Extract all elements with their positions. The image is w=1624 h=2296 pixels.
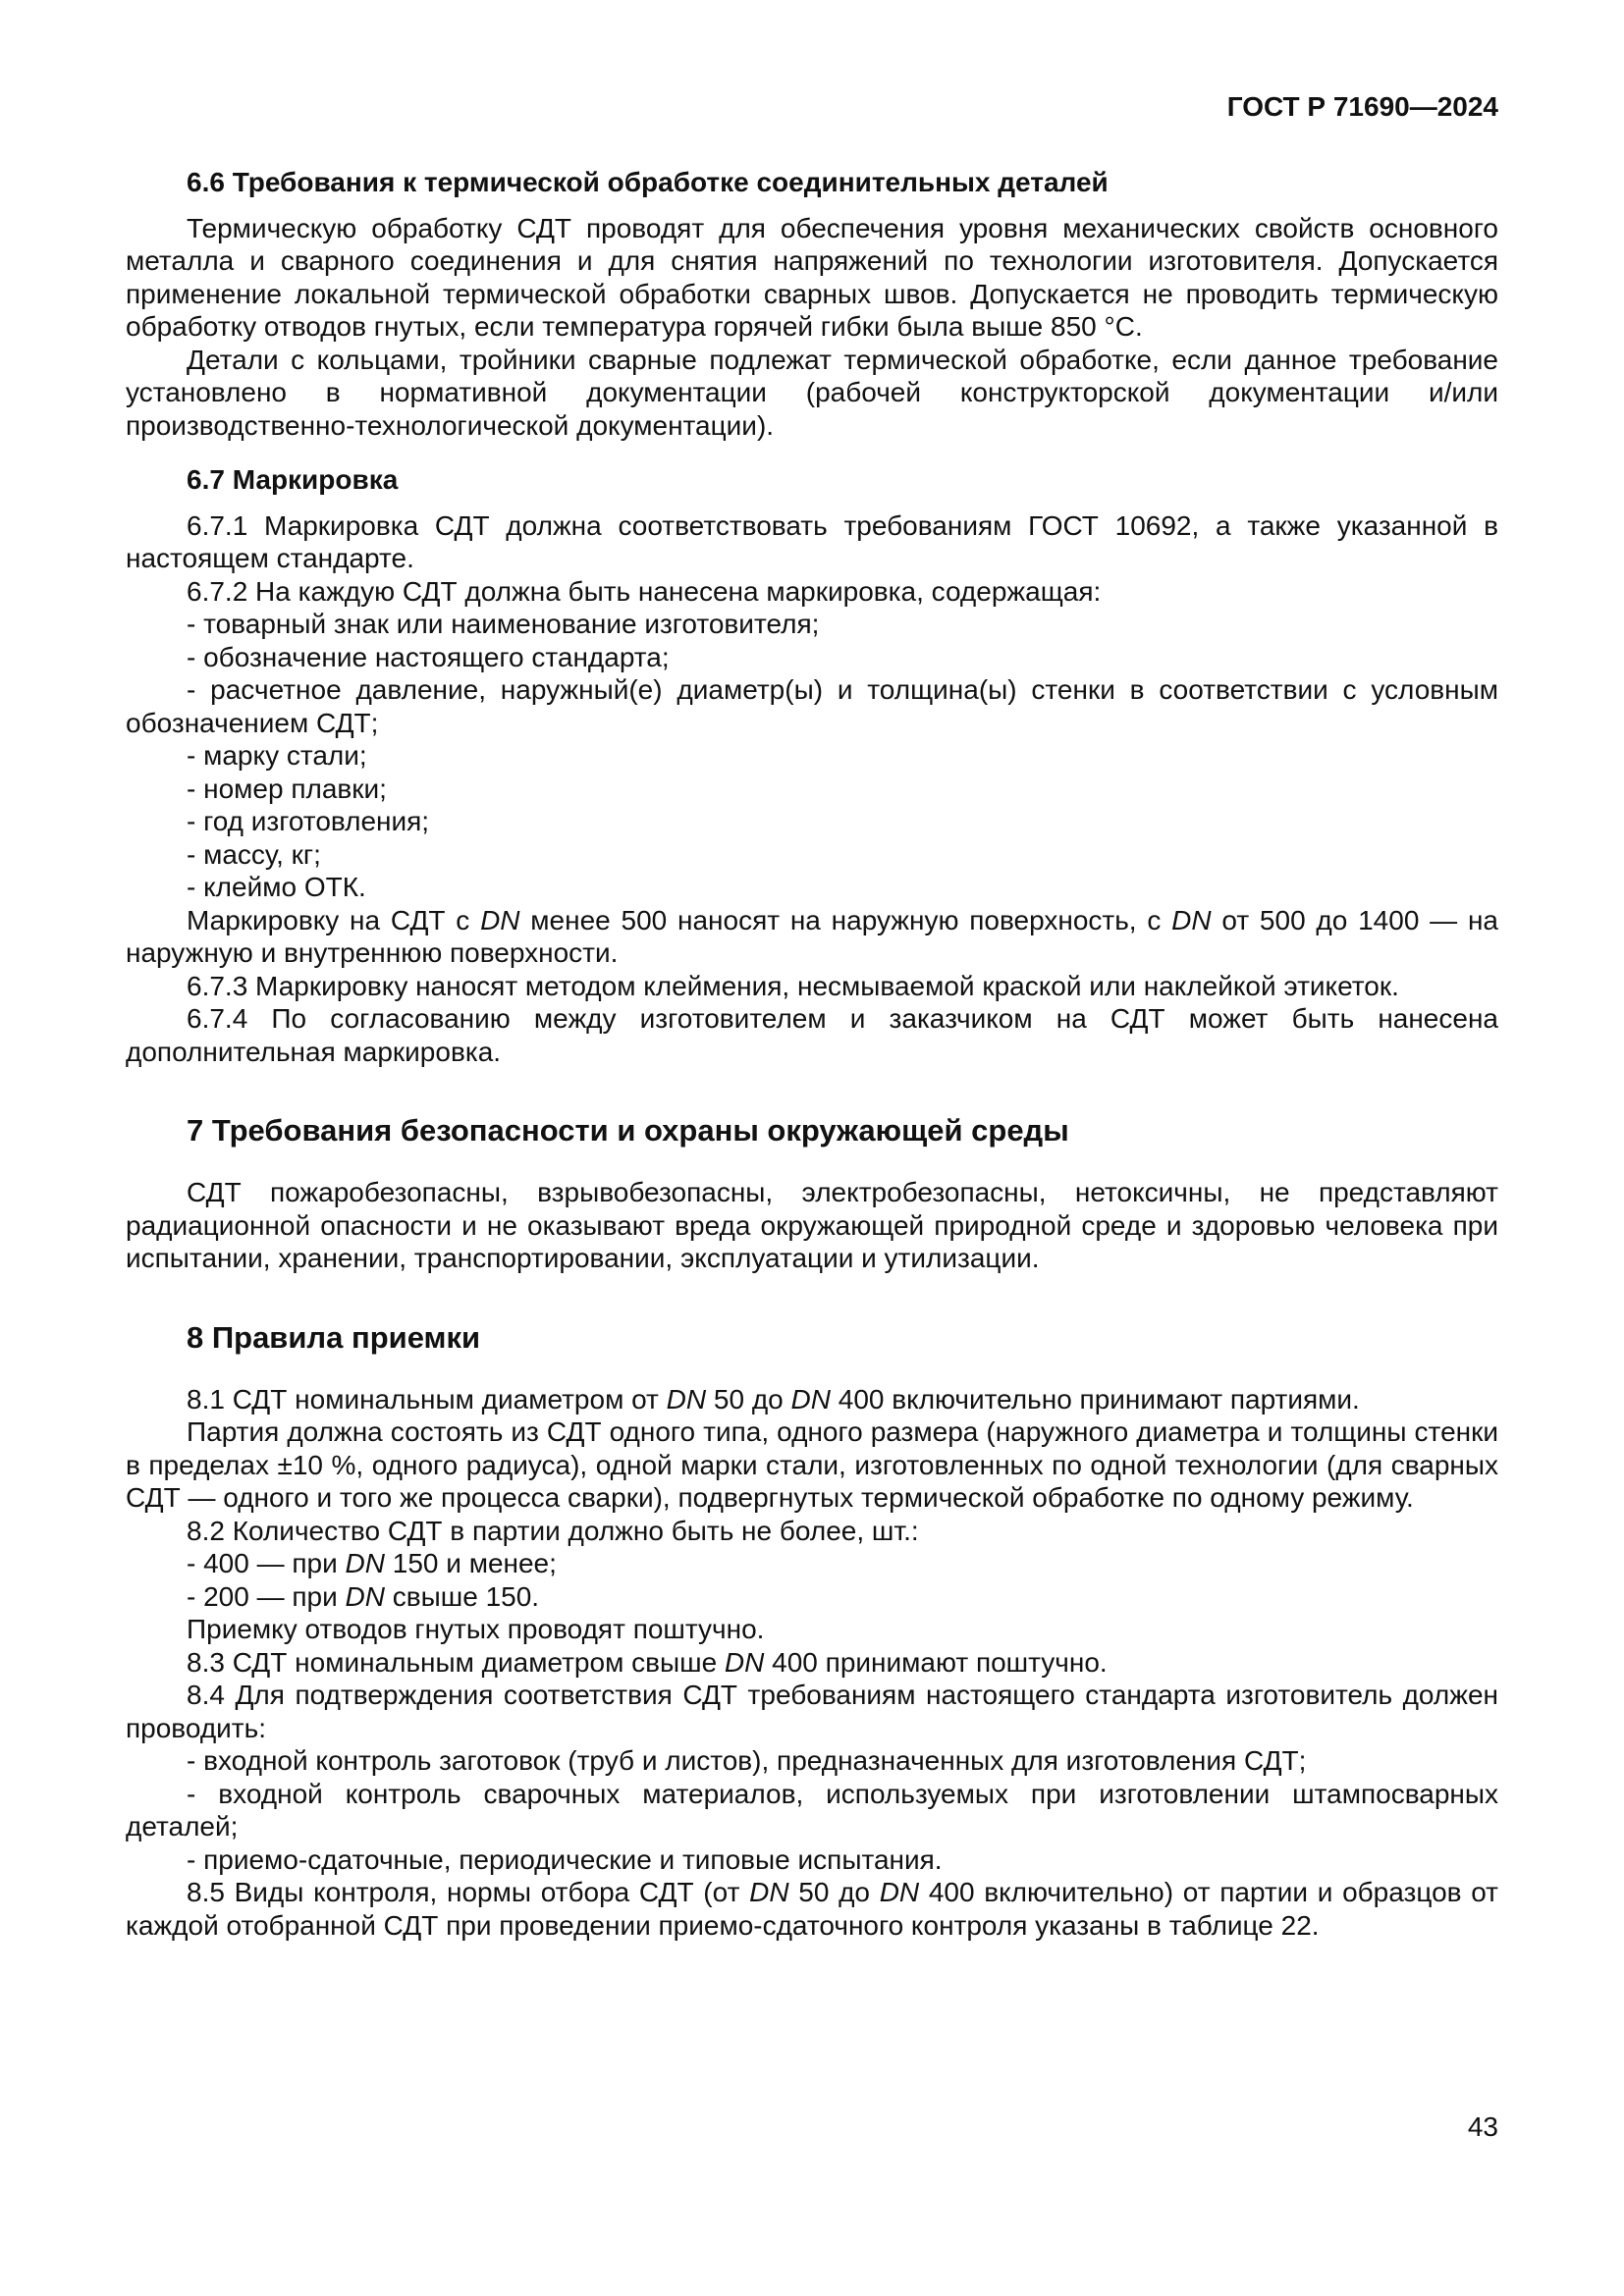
list-item: - обозначение настоящего стандарта; (187, 641, 670, 672)
paragraph: 8.1 СДТ номинальным диаметром от DN 50 до DN 400 включительно принимают партиями. (187, 1383, 1360, 1415)
list-item: - входной контроль заготовок (труб и листов), предназначенных для изготовления СДТ; (187, 1745, 1307, 1776)
page-number: 43 (1467, 2111, 1498, 2142)
list-item: - год изготовления; (187, 806, 430, 836)
paragraph: 6.7.2 На каждую СДТ должна быть нанесена маркировка, содержащая: (187, 575, 1102, 607)
paragraph: 8.3 СДТ номинальным диаметром свыше DN 400 принимают поштучно. (187, 1646, 1108, 1678)
paragraph: 6.7.3 Маркировку наносят методом клеймения, несмываемой краской или наклейкой этикеток. (187, 970, 1399, 1001)
document-header-standard-number: ГОСТ Р 71690—2024 (1226, 91, 1498, 122)
paragraph: Детали с кольцами, тройники сварные подлежат термической обработке, если данное требование установлено в нормативной документации (рабочей конструкторской документации и/или производственно-технологической документации). (126, 344, 1498, 441)
paragraph: 8.4 Для подтверждения соответствия СДТ требованиям настоящего стандарта изготовитель должен проводить: (126, 1680, 1498, 1743)
list-item: - приемо-сдаточные, периодические и типовые испытания. (187, 1843, 943, 1875)
paragraph: Маркировку на СДТ с DN менее 500 наносят на наружную поверхность, с DN от 500 до 1400 — на наружную и внутреннюю поверхности. (126, 904, 1498, 968)
paragraph: 6.7.4 По согласованию между изготовителем и заказчиком на СДТ может быть нанесена дополнительная маркировка. (126, 1003, 1498, 1067)
list-item: - массу, кг; (187, 838, 321, 870)
paragraph: Термическую обработку СДТ проводят для обеспечения уровня механических свойств основного металла и сварного соединения и для снятия напряжений по технологии изготовителя. Допускается применение локальной термической обработки сварных швов. Допускается не проводить термическую обработку отводов гнутых, если температура горячей гибки была выше 850 °С. (126, 212, 1498, 342)
list-item: - 400 — при DN 150 и менее; (187, 1548, 557, 1578)
list-item: - марку стали; (187, 740, 367, 771)
section-heading: 8 Правила приемки (187, 1319, 481, 1355)
list-item: - входной контроль сварочных материалов, используемых при изготовлении штампосварных деталей; (126, 1778, 1498, 1842)
paragraph: 8.5 Виды контроля, нормы отбора СДТ (от DN 50 до DN 400 включительно) от партии и образцов от каждой отобранной СДТ при проведении приемо-сдаточного контроля указаны в таблице 22. (126, 1877, 1498, 1941)
subsection-heading: 6.7 Маркировка (187, 464, 399, 495)
list-item: - 200 — при DN свыше 150. (187, 1580, 540, 1612)
list-item: - клеймо ОТК. (187, 872, 366, 902)
paragraph: Партия должна состоять из СДТ одного типа, одного размера (наружного диаметра и толщины стенки в пределах ±10 %, одного радиуса), одной марки стали, изготовленных по одной технологии (для сварных СДТ — одного и того же процесса сварки), подвергнутых термической обработке по одному режиму. (126, 1416, 1498, 1513)
paragraph: 8.2 Количество СДТ в партии должно быть не более, шт.: (187, 1515, 919, 1546)
document-content (126, 166, 1498, 1942)
list-item: - расчетное давление, наружный(е) диаметр(ы) и толщина(ы) стенки в соответствии с условным обозначением СДТ; (126, 674, 1498, 738)
section-heading: 7 Требования безопасности и охраны окружающей среды (187, 1113, 1069, 1148)
paragraph: СДТ пожаробезопасны, взрывобезопасны, электробезопасны, нетоксичны, не представляют радиационной опасности и не оказывают вреда окружающей природной среде и здоровью человека при испытании, хранении, транспортировании, эксплуатации и утилизации. (126, 1177, 1498, 1273)
subsection-heading: 6.6 Требования к термической обработке соединительных деталей (187, 167, 1109, 197)
paragraph: 6.7.1 Маркировка СДТ должна соответствовать требованиям ГОСТ 10692, а также указанной в настоящем стандарте. (126, 509, 1498, 573)
paragraph: Приемку отводов гнутых проводят поштучно. (187, 1614, 765, 1644)
list-item: - товарный знак или наименование изготовителя; (187, 609, 820, 639)
list-item: - номер плавки; (187, 773, 387, 804)
